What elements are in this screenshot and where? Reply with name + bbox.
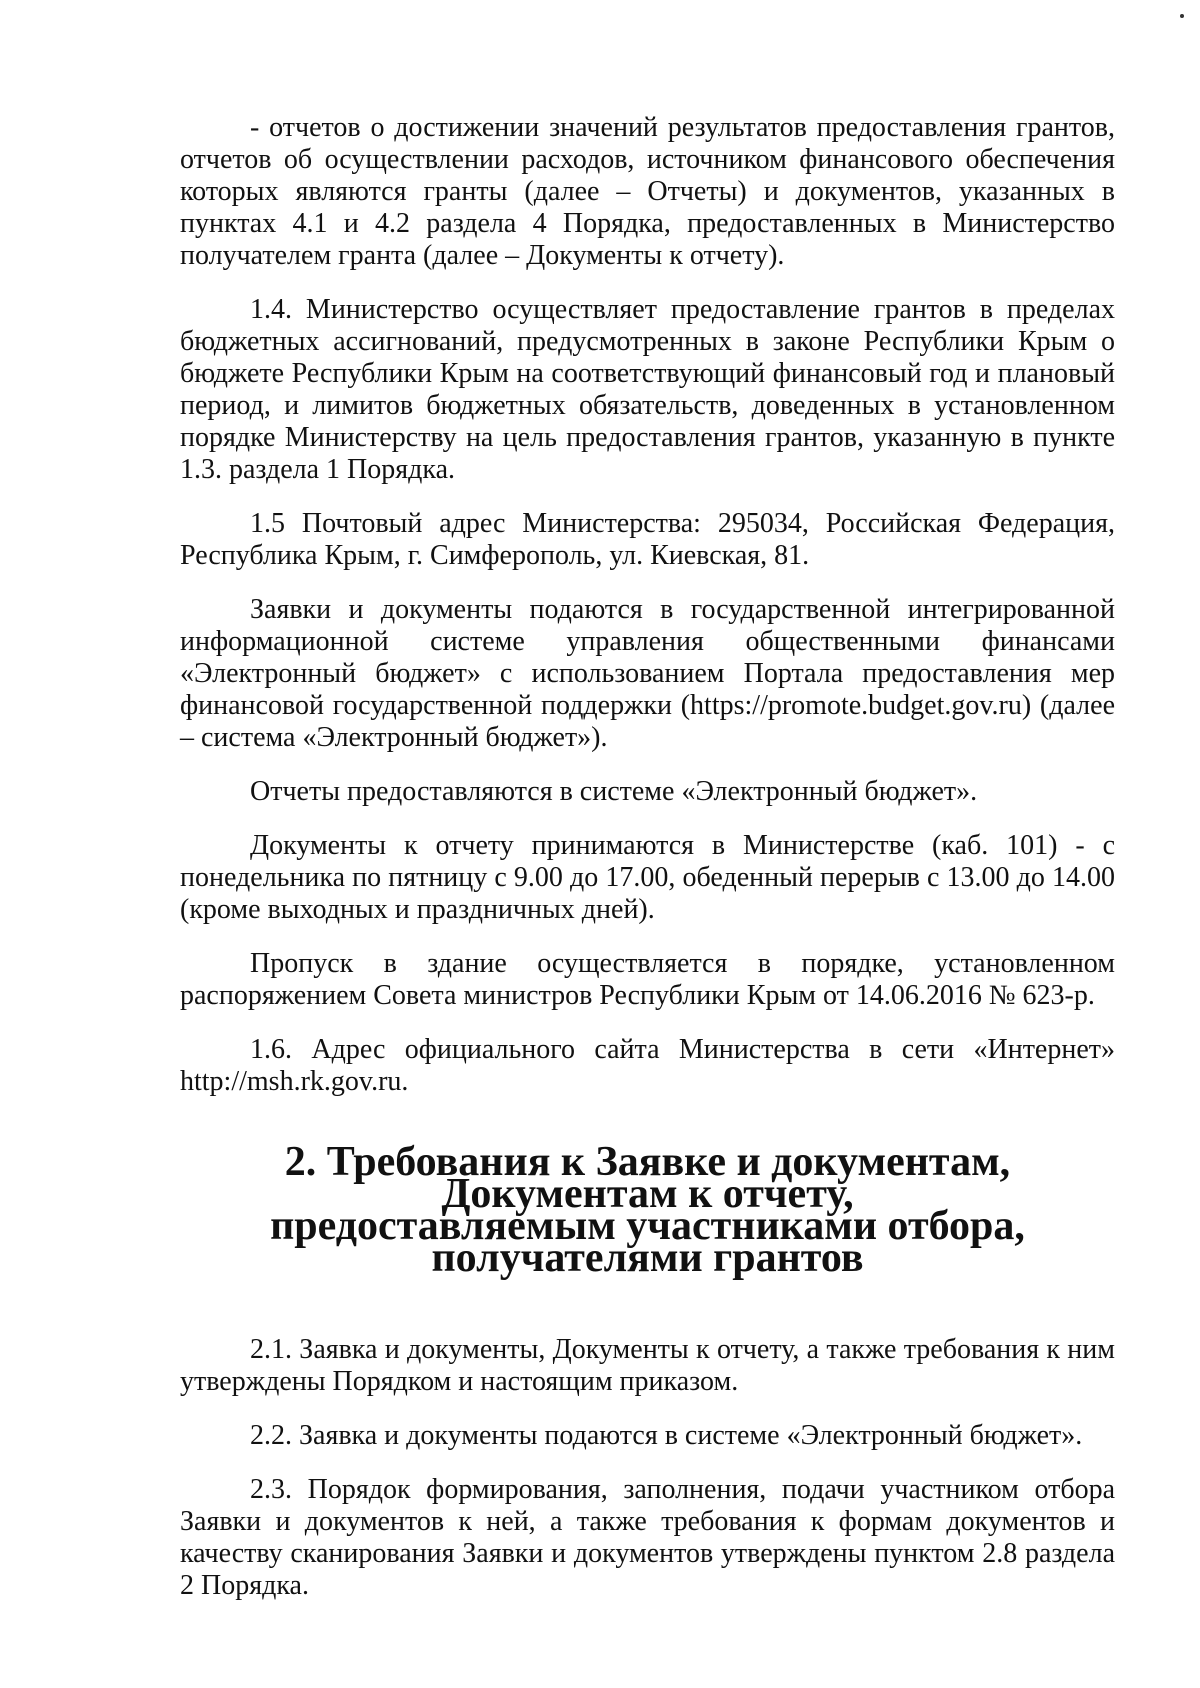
paragraph-1-6-website: 1.6. Адрес официального сайта Министерства в сети «Интернет» http://msh.rk.gov.ru. <box>180 1034 1115 1097</box>
paragraph-1-5-address: 1.5 Почтовый адрес Министерства: 295034, Российская Федерация, Республика Крым, г. Симферополь, ул. Киевская, 81. <box>180 508 1115 571</box>
paragraph-1-4: 1.4. Министерство осуществляет предоставление грантов в пределах бюджетных ассигнований, предусмотренных в законе Республики Крым о бюджете Республики Крым на соответствующий финансовый год и плановый период, и лимитов бюджетных обязательств, доведенных в установленном порядке Министерству на цель предоставления грантов, указанную в пункте 1.3. раздела 1 Порядка. <box>180 294 1115 485</box>
paragraph-2-2: 2.2. Заявка и документы подаются в системе «Электронный бюджет». <box>250 1420 1083 1451</box>
document-page <box>180 112 1115 1624</box>
scan-speck <box>1180 14 1184 18</box>
paragraph-office-hours: Документы к отчету принимаются в Министерстве (каб. 101) - с понедельника по пятницу с 9.00 до 17.00, обеденный перерыв с 13.00 до 14.00 (кроме выходных и праздничных дней). <box>180 830 1115 925</box>
section-2-heading: 2. Требования к Заявке и документам, Документам к отчету, предоставляемым участниками отбора, получателями грантов <box>270 1139 1025 1281</box>
paragraph-2-1: 2.1. Заявка и документы, Документы к отчету, а также требования к ним утверждены Порядком и настоящим приказом. <box>180 1334 1115 1397</box>
paragraph-applications: Заявки и документы подаются в государственной интегрированной информационной системе управления общественными финансами «Электронный бюджет» с использованием Портала предоставления мер финансовой государственной поддержки (https://promote.budget.gov.ru) (далее – система «Электронный бюджет»). <box>180 594 1115 753</box>
paragraph-2-3: 2.3. Порядок формирования, заполнения, подачи участником отбора Заявки и документов к ней, а также требования к формам документов и качеству сканирования Заявки и документов утверждены пунктом 2.8 раздела 2 Порядка. <box>180 1474 1115 1601</box>
paragraph-reports: - отчетов о достижении значений результатов предоставления грантов, отчетов об осуществлении расходов, источником финансового обеспечения которых являются гранты (далее – Отчеты) и документов, указанных в пунктах 4.1 и 4.2 раздела 4 Порядка, предоставленных в Министерство получателем гранта (далее – Документы к отчету). <box>180 112 1115 271</box>
paragraph-reports-system: Отчеты предоставляются в системе «Электронный бюджет». <box>250 776 978 807</box>
paragraph-access-pass: Пропуск в здание осуществляется в порядке, установленном распоряжением Совета министров Республики Крым от 14.06.2016 № 623-р. <box>180 948 1115 1011</box>
